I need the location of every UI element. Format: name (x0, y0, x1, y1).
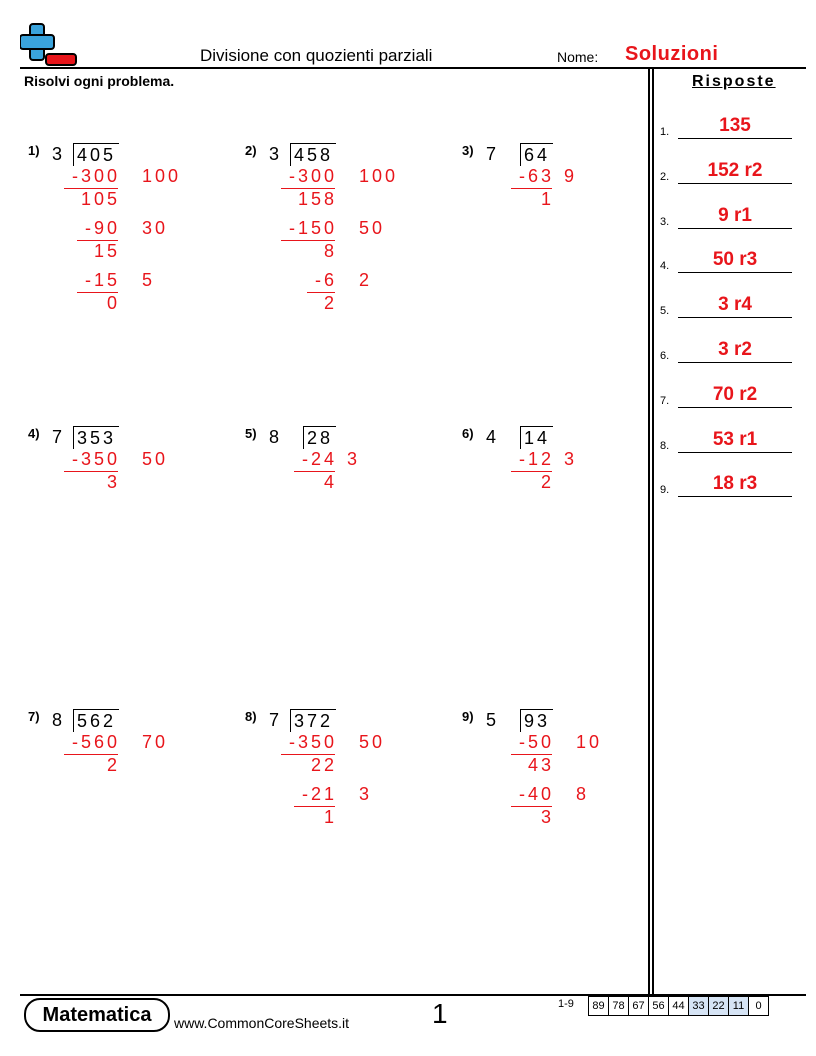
score-table (588, 996, 769, 1016)
answer-number: 6. (660, 350, 670, 362)
partial-quotient: 3 (347, 449, 361, 469)
partial-quotient: 8 (576, 784, 590, 804)
brand-badge: Matematica (24, 998, 170, 1032)
partial-product: -350 (288, 732, 337, 752)
score-cell: 89 (588, 996, 609, 1016)
divisor: 4 (486, 427, 497, 447)
answer-value: 50 r3 (712, 249, 758, 271)
score-range: 1-9 (558, 998, 574, 1010)
instructions: Risolvi ogni problema. (24, 73, 175, 89)
answer-number: 8. (660, 439, 670, 452)
answer-line (678, 452, 792, 453)
partial-product: -150 (288, 218, 337, 238)
dividend: 14 (524, 428, 551, 448)
partial-quotient: 50 (142, 449, 169, 469)
answer-line (678, 496, 792, 497)
score-cell: 67 (629, 996, 649, 1016)
site-url[interactable]: www.CommonCoreSheets.it (174, 1015, 350, 1031)
score-cell: 78 (609, 996, 629, 1016)
problem-number: 9) (462, 709, 474, 724)
partial-product: -12 (518, 449, 554, 469)
answer-line (678, 183, 792, 184)
answer-number: 5. (660, 305, 670, 318)
worksheet-title: Divisione con quozienti parziali (200, 46, 433, 65)
partial-quotient: 100 (359, 166, 399, 186)
name-label: Nome: (557, 49, 599, 65)
divisor: 8 (269, 427, 280, 447)
partial-quotient: 10 (576, 732, 603, 752)
remainder: 8 (323, 241, 337, 261)
answer-value: 3 r4 (718, 294, 752, 316)
problem-number: 2) (245, 143, 257, 158)
dividend: 93 (524, 711, 551, 731)
partial-product: -90 (84, 218, 120, 238)
dividend: 28 (307, 428, 334, 448)
partial-product: -15 (84, 270, 120, 290)
answer-value: 53 r1 (712, 428, 758, 450)
answer-line (678, 317, 792, 318)
header-divider (20, 67, 806, 69)
score-cell: 44 (669, 996, 689, 1016)
answer-line (678, 272, 792, 273)
remainder: 43 (527, 755, 554, 775)
divisor: 7 (486, 144, 497, 164)
answer-number: 3. (660, 215, 670, 228)
problem-number: 6) (462, 426, 474, 441)
dividend: 353 (77, 428, 117, 448)
answer-line (678, 228, 792, 229)
partial-quotient: 30 (142, 218, 169, 238)
remainder: 3 (540, 807, 554, 827)
dividend: 562 (77, 711, 117, 731)
answers-title: Risposte (692, 73, 776, 90)
dividend: 64 (524, 145, 551, 165)
partial-product: -6 (314, 270, 337, 290)
problem (28, 426, 228, 646)
problem (462, 143, 662, 363)
partial-quotient: 2 (359, 270, 373, 290)
answer-number: 9. (660, 484, 670, 497)
problem-number: 4) (28, 426, 40, 441)
answer-line (678, 138, 792, 139)
problem-number: 8) (245, 709, 257, 724)
divisor: 7 (269, 710, 280, 730)
remainder: 2 (106, 755, 120, 775)
problem-number: 3) (462, 143, 474, 158)
problem (245, 426, 445, 646)
score-cell: 22 (709, 996, 729, 1016)
dividend: 372 (294, 711, 334, 731)
answer-value: 70 r2 (712, 383, 758, 405)
dividend: 458 (294, 145, 334, 165)
answer-value: 3 r2 (718, 339, 752, 360)
answer-value: 135 (719, 115, 751, 136)
problem (245, 709, 445, 929)
answer-line (678, 362, 792, 363)
remainder: 1 (323, 807, 337, 827)
remainder: 2 (323, 293, 337, 313)
page-number: 1 (432, 998, 448, 1029)
divisor: 8 (52, 710, 63, 730)
answer-value: 18 r3 (712, 473, 758, 495)
problem-number: 7) (28, 709, 40, 724)
partial-product: -350 (71, 449, 120, 469)
divisor: 5 (486, 710, 497, 730)
problem (28, 143, 228, 363)
partial-product: -300 (71, 166, 120, 186)
partial-product: -560 (71, 732, 120, 752)
score-cell: 11 (729, 996, 749, 1016)
problem (462, 709, 662, 929)
remainder: 0 (106, 293, 120, 313)
divisor: 7 (52, 427, 63, 447)
score-cell: 0 (749, 996, 769, 1016)
remainder: 105 (80, 189, 120, 209)
remainder: 4 (323, 472, 337, 492)
problem-number: 5) (245, 426, 257, 441)
answer-value: 9 r1 (718, 204, 752, 226)
answer-number: 4. (660, 260, 670, 273)
dividend: 405 (77, 145, 117, 165)
partial-quotient: 5 (142, 270, 156, 290)
partial-quotient: 50 (359, 218, 386, 238)
remainder: 3 (106, 472, 120, 492)
name-value: Soluzioni (625, 43, 719, 65)
partial-quotient: 50 (359, 732, 386, 752)
problem (28, 709, 228, 929)
partial-quotient: 100 (142, 166, 182, 186)
remainder: 15 (93, 241, 120, 261)
partial-quotient: 9 (564, 166, 578, 186)
partial-quotient: 70 (142, 732, 169, 752)
plus-minus-logo-icon (20, 22, 80, 70)
partial-quotient: 3 (359, 784, 373, 804)
partial-quotient: 3 (564, 449, 578, 469)
partial-product: -63 (518, 166, 554, 186)
answer-number: 1. (660, 126, 670, 138)
remainder: 2 (540, 472, 554, 492)
problem (245, 143, 445, 363)
score-cell: 56 (649, 996, 669, 1016)
divisor: 3 (52, 144, 63, 164)
partial-product: -21 (301, 784, 337, 804)
answer-value: 152 r2 (707, 159, 763, 181)
answer-number: 7. (660, 394, 670, 407)
partial-product: -40 (518, 784, 554, 804)
remainder: 1 (540, 189, 554, 209)
divisor: 3 (269, 144, 280, 164)
score-cell: 33 (689, 996, 709, 1016)
remainder: 22 (310, 755, 337, 775)
problem-number: 1) (28, 143, 40, 158)
partial-product: -300 (288, 166, 337, 186)
remainder: 158 (297, 189, 337, 209)
answer-line (678, 407, 792, 408)
problem (462, 426, 662, 646)
partial-product: -24 (301, 449, 337, 469)
partial-product: -50 (518, 732, 554, 752)
answer-number: 2. (660, 170, 670, 183)
